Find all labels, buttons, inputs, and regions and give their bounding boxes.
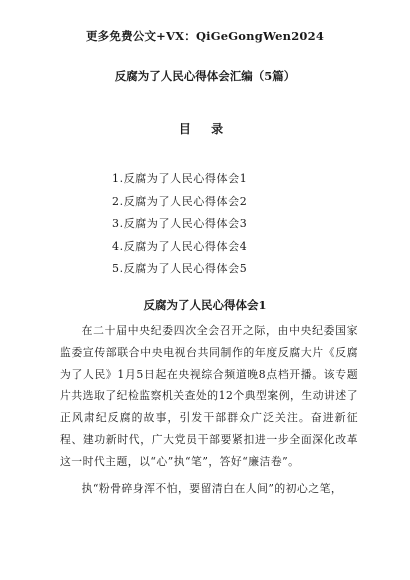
toc-item-5[interactable]: 5.反腐为了人民心得体会5: [112, 262, 248, 275]
toc-item-2[interactable]: 2.反腐为了人民心得体会2: [112, 194, 248, 208]
header-note: 更多免费公文+VX：QiGeGongWen2024: [85, 29, 325, 43]
toc-item-3[interactable]: 3.反腐为了人民心得体会3: [112, 217, 248, 230]
toc-item-1[interactable]: 1.反腐为了人民心得体会1: [112, 172, 248, 185]
body-paragraph-2: 执“粉骨碎身浑不怕，要留清白在人间”的初心之笔，: [81, 481, 343, 495]
toc-item-4[interactable]: 4.反腐为了人民心得体会4: [112, 239, 248, 253]
section-body: [60, 320, 358, 499]
toc-heading: 目 录: [178, 122, 232, 136]
document-title: 反腐为了人民心得体会汇编（5篇）: [114, 69, 296, 83]
body-paragraph-1: 在二十届中央纪委四次全会召开之际，由中央纪委国家监委宣传部联合中央电视台共同制作的年度反腐大片《反腐为了人民》1月5日起在央视综合频道晚8点档开播。该专题片共选取了纪检监察机关查处的12个典型案例，生动讲述了正风肃纪反腐的故事，引发干部群众广泛关注。奋进新征程、建功新时代，广大党员干部要紧扣进一步全面深化改革这一时代主题，以“心”执“笔”，答好“廉洁卷”。: [60, 324, 358, 468]
section-title: 反腐为了人民心得体会1: [143, 298, 267, 312]
table-of-contents: [112, 172, 247, 285]
